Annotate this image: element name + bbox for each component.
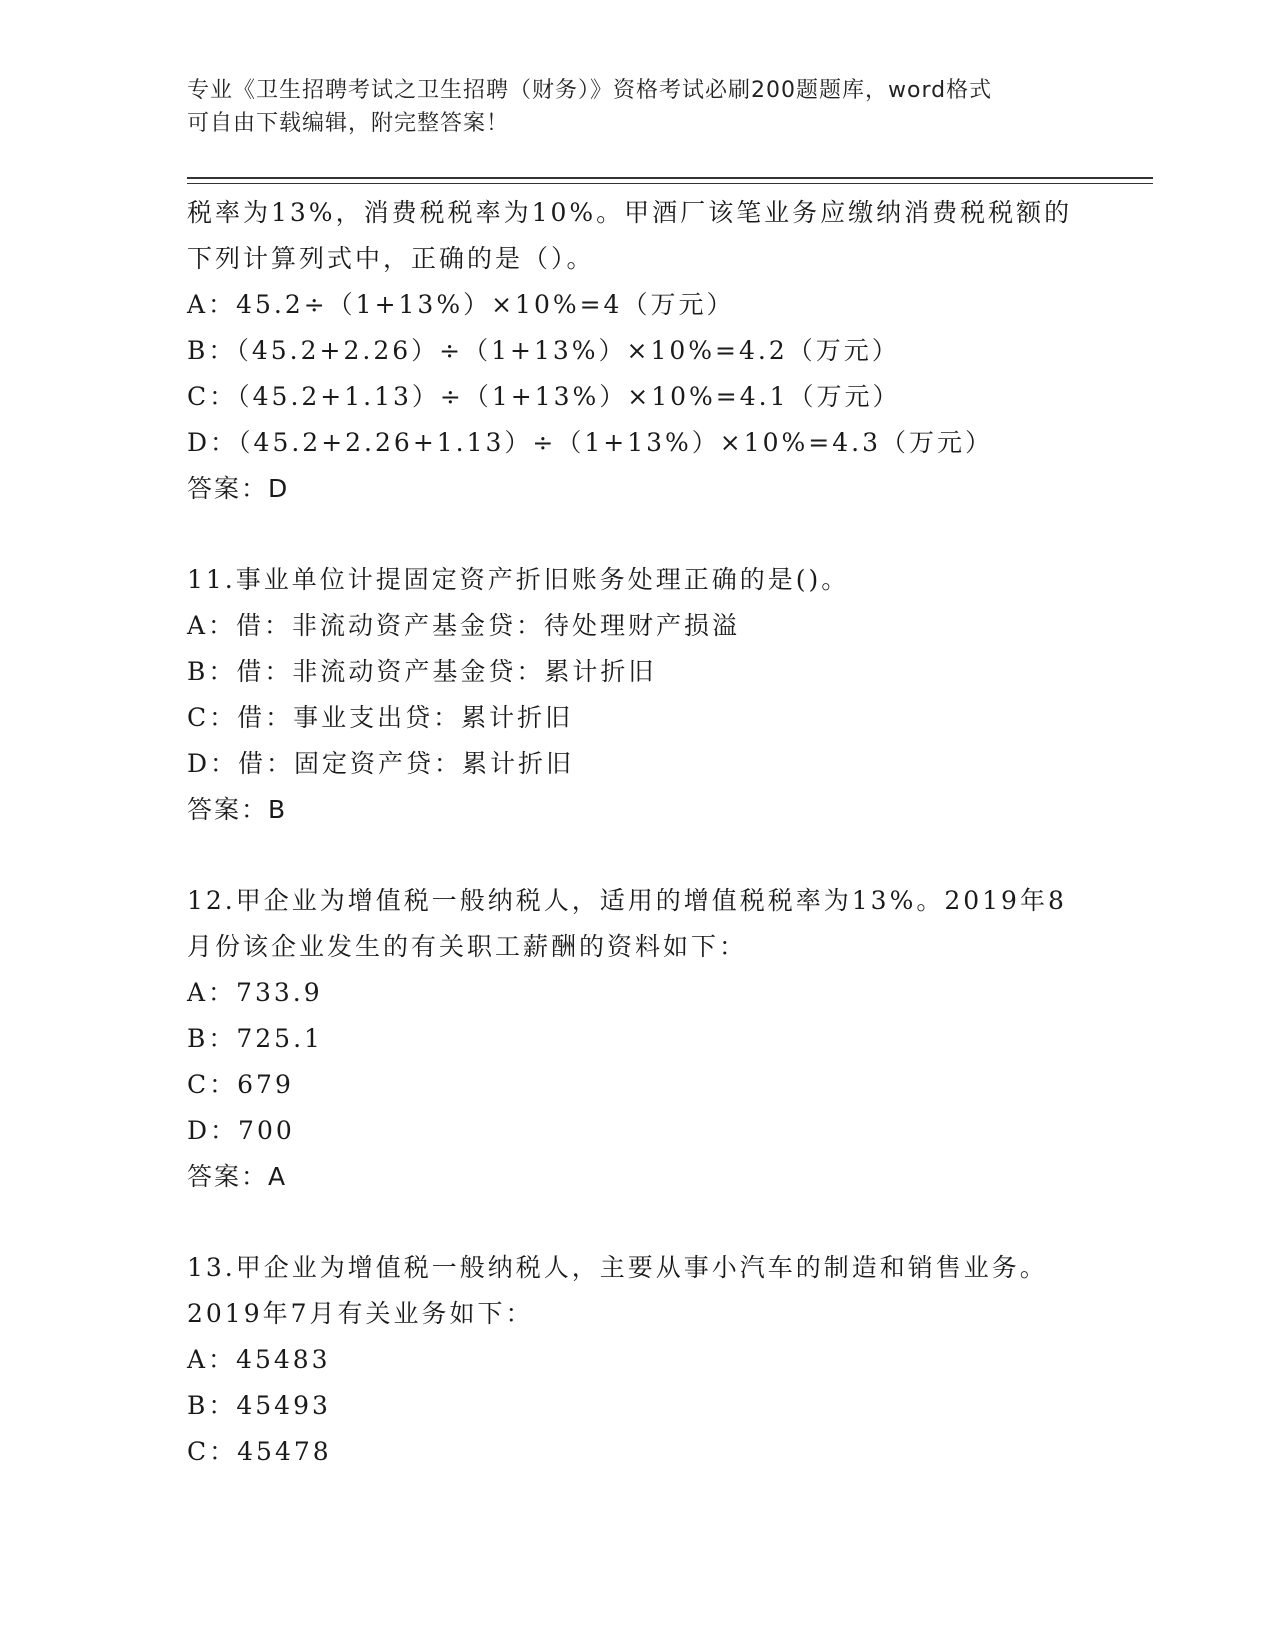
question-stem-line: 下列计算列式中，正确的是（）。 — [187, 244, 595, 273]
question-list — [187, 190, 1153, 1475]
question-block — [187, 1245, 1153, 1475]
option-a: A：45483 — [187, 1345, 331, 1374]
option-c: C：45478 — [187, 1437, 332, 1466]
option-a: A：733.9 — [187, 978, 323, 1007]
question-stem-line: 11.事业单位计提固定资产折旧账务处理正确的是()。 — [187, 565, 850, 594]
option-d: D：借：固定资产贷：累计折旧 — [187, 749, 575, 778]
option-b: B：725.1 — [187, 1024, 323, 1053]
option-c: C：679 — [187, 1070, 294, 1099]
header-divider-thin — [187, 183, 1153, 184]
question-stem-line: 2019年7月有关业务如下： — [187, 1299, 534, 1328]
answer-label: 答案：A — [187, 1162, 288, 1191]
option-d: D：700 — [187, 1116, 295, 1145]
option-b: B：借：非流动资产基金贷：累计折旧 — [187, 657, 657, 686]
option-c: C：（45.2+1.13）÷（1+13%）×10%=4.1（万元） — [187, 382, 901, 411]
answer-label: 答案：B — [187, 795, 288, 824]
question-block — [187, 557, 1153, 833]
question-block — [187, 190, 1153, 512]
header-divider-thick — [187, 177, 1153, 179]
question-stem-line: 13.甲企业为增值税一般纳税人，主要从事小汽车的制造和销售业务。 — [187, 1253, 1048, 1282]
answer-label: 答案：D — [187, 474, 290, 503]
header-line-2: 可自由下载编辑，附完整答案！ — [187, 111, 510, 136]
option-a: A：45.2÷（1+13%）×10%=4（万元） — [187, 290, 735, 319]
question-stem-line: 税率为13%，消费税税率为10%。甲酒厂该笔业务应缴纳消费税税额的 — [187, 198, 1073, 227]
option-a: A：借：非流动资产基金贷：待处理财产损溢 — [187, 611, 741, 640]
option-b: B：45493 — [187, 1391, 331, 1420]
option-d: D：（45.2+2.26+1.13）÷（1+13%）×10%=4.3（万元） — [187, 428, 994, 457]
document-header — [187, 74, 1067, 140]
question-stem-line: 12.甲企业为增值税一般纳税人，适用的增值税税率为13%。2019年8 — [187, 886, 1067, 915]
option-b: B：（45.2+2.26）÷（1+13%）×10%=4.2（万元） — [187, 336, 900, 365]
question-block — [187, 878, 1153, 1200]
option-c: C：借：事业支出贷：累计折旧 — [187, 703, 574, 732]
question-stem-line: 月份该企业发生的有关职工薪酬的资料如下： — [187, 932, 748, 961]
header-line-1: 专业《卫生招聘考试之卫生招聘（财务）》资格考试必刷200题题库，word格式 — [187, 78, 993, 103]
